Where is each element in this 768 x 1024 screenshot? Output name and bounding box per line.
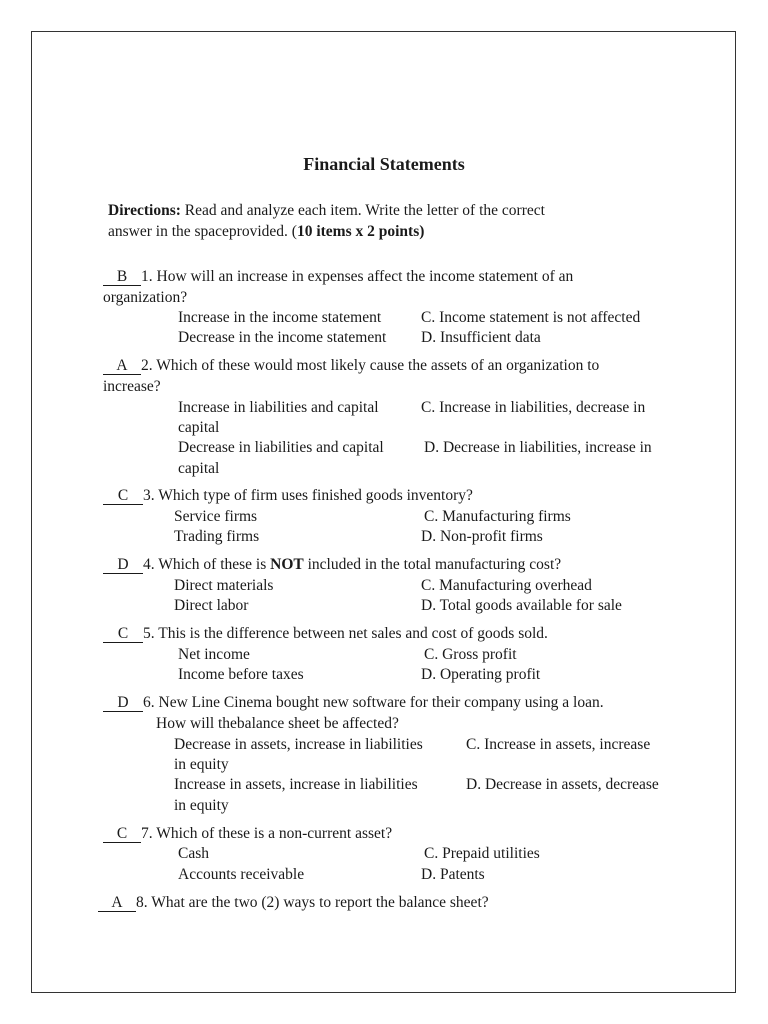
q7-option-a: Cash (178, 845, 209, 862)
directions-line-1: Directions: Read and analyze each item. Write the letter of the correct (108, 202, 545, 219)
answer-blank-1: B (103, 269, 141, 286)
directions-line-2: answer in the spaceprovided. (10 items x 2 points) (108, 223, 425, 240)
q5-option-c: C. Gross profit (424, 646, 517, 663)
q1-option-d: D. Insufficient data (421, 329, 541, 346)
q6-option-d-cont: in equity (174, 797, 229, 814)
question-1-cont: organization? (103, 289, 188, 306)
answer-blank-6: D (103, 695, 143, 712)
q5-option-b: Income before taxes (178, 666, 304, 683)
q2-option-d: D. Decrease in liabilities, increase in (424, 439, 652, 456)
q3-option-b: Trading firms (174, 528, 260, 545)
q6-option-c: C. Increase in assets, increase (466, 736, 651, 753)
q1-option-c: C. Income statement is not affected (421, 309, 641, 326)
q6-option-c-cont: in equity (174, 756, 229, 773)
q3-option-d: D. Non-profit firms (421, 528, 543, 545)
answer-blank-2: A (103, 358, 141, 375)
question-4: D 4. Which of these is NOT included in the total manufacturing cost? (103, 556, 561, 574)
q6-option-d: D. Decrease in assets, decrease (466, 776, 659, 793)
question-2-cont: increase? (103, 378, 161, 395)
answer-blank-8: A (98, 895, 136, 912)
page-title: Financial Statements (303, 154, 465, 174)
question-7: C 7. Which of these is a non-current asset? (103, 825, 392, 843)
answer-blank-5: C (103, 626, 143, 643)
q4-option-d: D. Total goods available for sale (421, 597, 622, 614)
q2-option-c-cont: capital (178, 419, 220, 436)
q6-option-b: Increase in assets, increase in liabilities (174, 776, 418, 793)
q1-option-b: Decrease in the income statement (178, 329, 387, 346)
q4-option-c: C. Manufacturing overhead (421, 577, 592, 594)
q4-option-a: Direct materials (174, 577, 274, 594)
question-5: C 5. This is the difference between net sales and cost of goods sold. (103, 625, 548, 643)
q2-option-b: Decrease in liabilities and capital (178, 439, 384, 456)
q2-option-d-cont: capital (178, 460, 220, 477)
answer-blank-3: C (103, 488, 143, 505)
q7-option-d: D. Patents (421, 866, 485, 883)
question-8: A 8. What are the two (2) ways to report the balance sheet? (98, 894, 489, 912)
q4-option-b: Direct labor (174, 597, 249, 614)
directions-label: Directions: (108, 202, 181, 219)
q5-option-a: Net income (178, 646, 250, 663)
q1-option-a: Increase in the income statement (178, 309, 382, 326)
q2-option-c: C. Increase in liabilities, decrease in (421, 399, 646, 416)
question-3: C 3. Which type of firm uses finished goods inventory? (103, 487, 473, 505)
q5-option-d: D. Operating profit (421, 666, 541, 683)
answer-blank-4: D (103, 557, 143, 574)
page-border (31, 31, 736, 993)
answer-blank-7: C (103, 826, 141, 843)
q7-option-c: C. Prepaid utilities (424, 845, 540, 862)
question-1: B 1. How will an increase in expenses affect the income statement of an (103, 268, 573, 286)
question-6-cont: How will thebalance sheet be affected? (156, 715, 399, 732)
q7-option-b: Accounts receivable (178, 866, 305, 883)
q3-option-a: Service firms (174, 508, 258, 525)
q3-option-c: C. Manufacturing firms (424, 508, 571, 525)
question-6: D 6. New Line Cinema bought new software for their company using a loan. (103, 694, 604, 712)
q2-option-a: Increase in liabilities and capital (178, 399, 379, 416)
q6-option-a: Decrease in assets, increase in liabilities (174, 736, 423, 753)
question-2: A 2. Which of these would most likely cause the assets of an organization to (103, 357, 599, 375)
